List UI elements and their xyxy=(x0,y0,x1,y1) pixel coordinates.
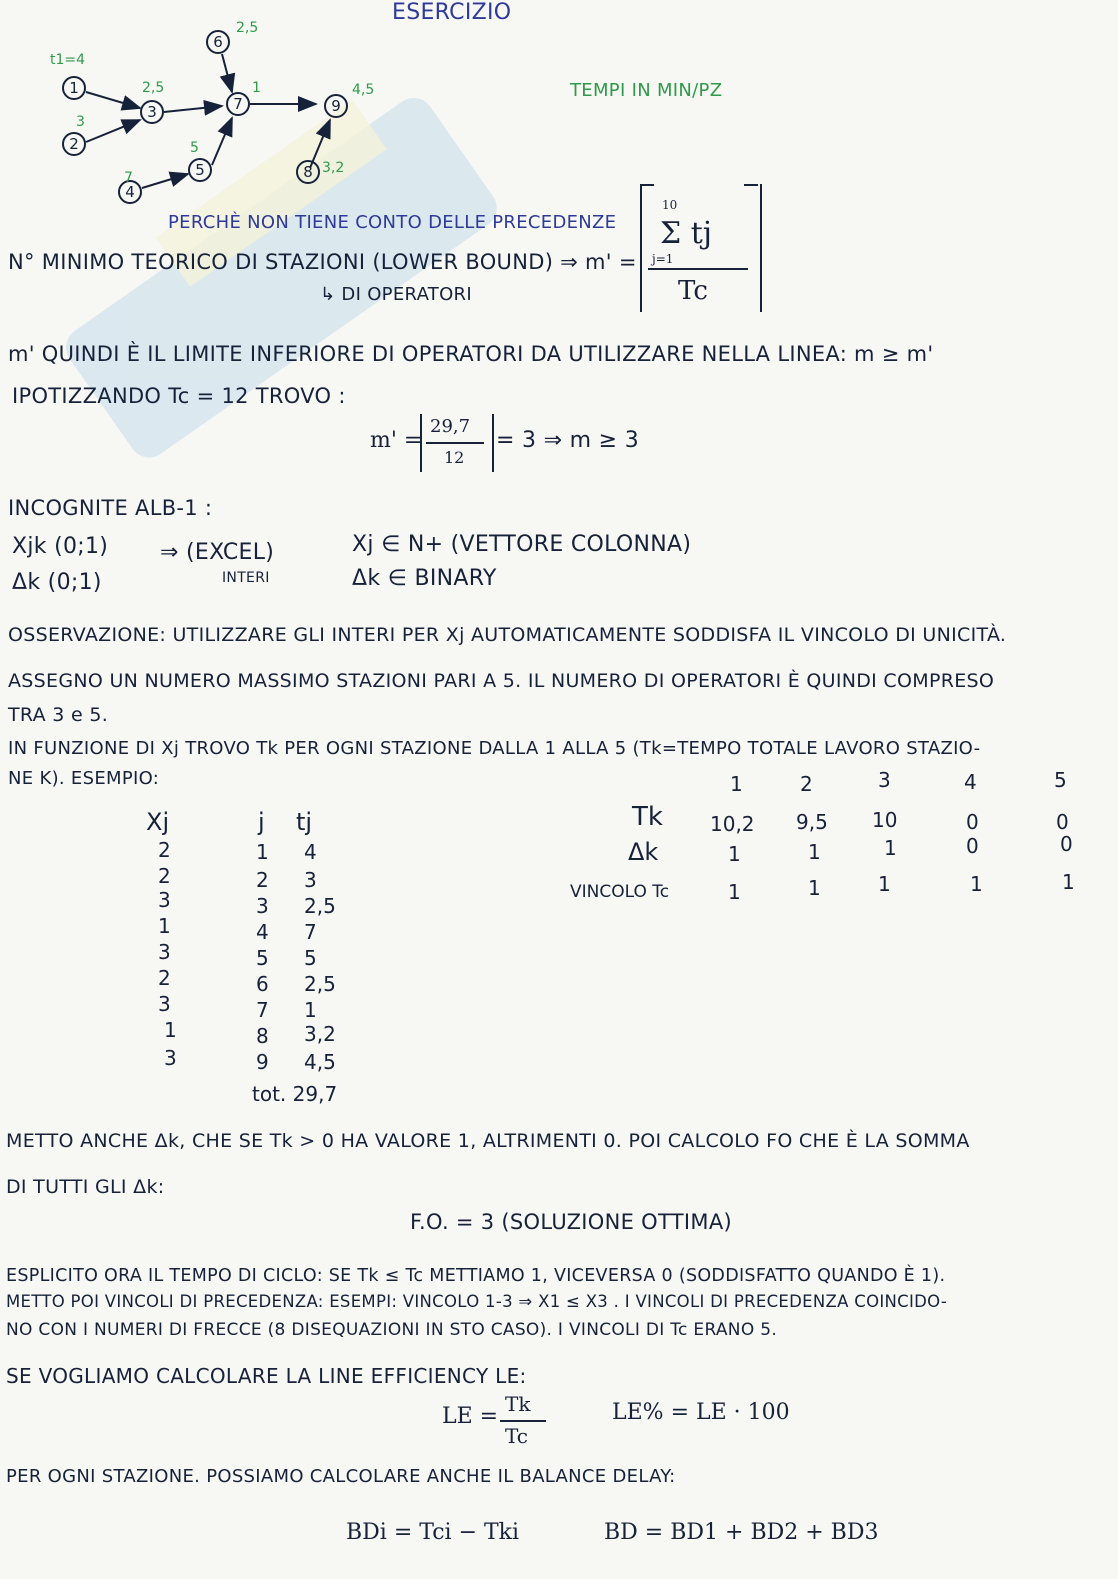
le-fraction-line xyxy=(500,1420,546,1422)
table-cell: 5 xyxy=(256,946,269,970)
funzione-line-2: NE K). ESEMPIO: xyxy=(8,768,160,789)
table-cell: 2,5 xyxy=(304,894,336,918)
bd-formula-1: BDi = Tci − Tki xyxy=(346,1520,520,1545)
station-col-header: 4 xyxy=(964,770,977,794)
le-label: LE = xyxy=(442,1404,499,1429)
table-cell: 3 xyxy=(158,940,171,964)
table-cell: 0 xyxy=(966,810,979,834)
table-cell: 0 xyxy=(966,834,979,858)
time-5: 5 xyxy=(190,140,199,156)
table-cell: 1 xyxy=(878,872,891,896)
table-cell: 0 xyxy=(1056,810,1069,834)
node-5: 5 xyxy=(195,161,205,179)
table-cell: 0 xyxy=(1060,832,1073,856)
bracket-tick-tr xyxy=(744,184,758,186)
formula-numerator: Σ tj xyxy=(660,216,713,251)
table-cell: 1 xyxy=(728,880,741,904)
station-col-header: 5 xyxy=(1054,768,1067,792)
m-prime-label: m' = xyxy=(370,428,423,453)
metto-line-2: DI TUTTI GLI Δk: xyxy=(6,1176,165,1198)
table-cell: 1 xyxy=(728,842,741,866)
table-cell: 1 xyxy=(1062,870,1075,894)
col-header-xj: Xj xyxy=(146,808,170,836)
node-1: 1 xyxy=(69,79,79,97)
table-cell: 8 xyxy=(256,1024,269,1048)
table-cell: 1 xyxy=(970,872,983,896)
incognita-delta: Δk (0;1) xyxy=(12,570,102,595)
station-col-header: 1 xyxy=(730,772,743,796)
col-header-tj: tj xyxy=(296,808,313,836)
formula-denominator: Tc xyxy=(678,276,708,306)
table-cell: 2 xyxy=(158,966,171,990)
row-label-dk: Δk xyxy=(628,838,659,866)
table-cell: 3 xyxy=(164,1046,177,1070)
precedence-graph xyxy=(40,20,460,220)
table-cell: 1 xyxy=(304,998,317,1022)
table-cell: 1 xyxy=(256,840,269,864)
bd-formula-2: BD = BD1 + BD2 + BD3 xyxy=(604,1520,879,1545)
table-cell: 3 xyxy=(158,888,171,912)
node-6: 6 xyxy=(213,33,223,51)
table-cell: 10,2 xyxy=(710,812,755,836)
sum-bottom: j=1 xyxy=(652,252,674,266)
bracket-tick-tl xyxy=(640,184,654,186)
para-ipotizzando: IPOTIZZANDO Tc = 12 TROVO : xyxy=(12,384,346,408)
node-7: 7 xyxy=(233,95,243,113)
metto-line-1: METTO ANCHE Δk, CHE SE Tk > 0 HA VALORE 1, ALTRIMENTI 0. POI CALCOLO FO CHE È LA SOMMA xyxy=(6,1130,970,1152)
node-4: 4 xyxy=(125,183,135,201)
esplicito-line-3: NO CON I NUMERI DI FRECCE (8 DISEQUAZIONI IN STO CASO). I VINCOLI DI Tc ERANO 5. xyxy=(6,1320,778,1340)
fo-result: F.O. = 3 (SOLUZIONE OTTIMA) xyxy=(410,1210,732,1234)
m-fraction-line xyxy=(426,442,484,444)
operatori-note: ↳ DI OPERATORI xyxy=(320,284,472,305)
note-precedenze: PERCHÈ NON TIENE CONTO DELLE PRECEDENZE xyxy=(168,212,617,233)
m-result: = 3 ⇒ m ≥ 3 xyxy=(496,428,639,453)
para-limite-inferiore: m' QUINDI È IL LIMITE INFERIORE DI OPERATORI DA UTILIZZARE NELLA LINEA: m ≥ m' xyxy=(8,342,934,366)
incognita-x: Xjk (0;1) xyxy=(12,534,109,559)
row-label-vincolo-tc: VINCOLO Tc xyxy=(570,882,670,902)
esplicito-line-2: METTO POI VINCOLI DI PRECEDENZA: ESEMPI: VINCOLO 1-3 ⇒ X1 ≤ X3 . I VINCOLI DI PRECEDENZA COINCIDO- xyxy=(6,1292,948,1311)
le-denominator: Tc xyxy=(505,1424,528,1448)
lower-bound-line: N° MINIMO TEORICO DI STAZIONI (LOWER BOUND) ⇒ m' = xyxy=(8,250,637,274)
table-cell: 6 xyxy=(256,972,269,996)
table-cell: 2 xyxy=(256,868,269,892)
time-7: 1 xyxy=(252,80,261,96)
interi-note: INTERI xyxy=(222,570,270,586)
dk-definition: Δk ∈ BINARY xyxy=(352,566,497,591)
tempi-note: TEMPI IN MIN/PZ xyxy=(570,80,723,101)
excel-note: ⇒ (EXCEL) xyxy=(160,540,275,565)
time-9: 4,5 xyxy=(352,82,375,98)
col-header-j: j xyxy=(258,808,265,836)
time-6: 2,5 xyxy=(236,20,259,36)
time-2: 3 xyxy=(76,114,85,130)
row-label-tk: Tk xyxy=(632,802,663,832)
table-cell: 9,5 xyxy=(796,810,828,834)
fraction-line xyxy=(648,268,748,270)
esplicito-line-1: ESPLICITO ORA IL TEMPO DI CICLO: SE Tk ≤ Tc METTIAMO 1, VICEVERSA 0 (SODDISFATTO QUANDO È 1). xyxy=(6,1266,946,1286)
station-col-header: 3 xyxy=(878,768,891,792)
per-ogni-line: PER OGNI STAZIONE. POSSIAMO CALCOLARE ANCHE IL BALANCE DELAY: xyxy=(6,1466,676,1487)
table-cell: 10 xyxy=(872,808,898,832)
incognite-title: INCOGNITE ALB-1 : xyxy=(8,496,213,520)
table-cell: 7 xyxy=(304,920,317,944)
table-cell: 3 xyxy=(256,894,269,918)
le-numerator: Tk xyxy=(505,1392,531,1416)
table-cell: 1 xyxy=(158,914,171,938)
station-col-header: 2 xyxy=(800,772,813,796)
table-total: tot. 29,7 xyxy=(252,1082,338,1106)
table-cell: 7 xyxy=(256,998,269,1022)
page-title: ESERCIZIO xyxy=(392,0,512,25)
sum-top: 10 xyxy=(662,198,678,212)
table-cell: 3 xyxy=(158,992,171,1016)
table-cell: 1 xyxy=(808,876,821,900)
table-cell: 3 xyxy=(304,868,317,892)
table-cell: 2 xyxy=(158,838,171,862)
le-percent: LE% = LE · 100 xyxy=(612,1400,790,1425)
time-3: 2,5 xyxy=(142,80,165,96)
node-9: 9 xyxy=(331,97,341,115)
time-1: t1=4 xyxy=(50,52,86,68)
node-8: 8 xyxy=(303,163,313,181)
table-cell: 9 xyxy=(256,1050,269,1074)
table-cell: 1 xyxy=(164,1018,177,1042)
node-3: 3 xyxy=(147,103,157,121)
table-cell: 1 xyxy=(884,836,897,860)
table-cell: 3,2 xyxy=(304,1022,336,1046)
funzione-line-1: IN FUNZIONE DI Xj TROVO Tk PER OGNI STAZIONE DALLA 1 ALLA 5 (Tk=TEMPO TOTALE LAVORO STAZIO- xyxy=(8,738,981,759)
assegno-line-2: TRA 3 e 5. xyxy=(8,704,109,726)
time-8: 3,2 xyxy=(322,160,345,176)
table-cell: 4 xyxy=(256,920,269,944)
osservazione: OSSERVAZIONE: UTILIZZARE GLI INTERI PER Xj AUTOMATICAMENTE SODDISFA IL VINCOLO DI UNICITÀ. xyxy=(8,624,1007,646)
table-cell: 4 xyxy=(304,840,317,864)
table-cell: 2,5 xyxy=(304,972,336,996)
le-line: SE VOGLIAMO CALCOLARE LA LINE EFFICIENCY LE: xyxy=(6,1364,527,1388)
assegno-line-1: ASSEGNO UN NUMERO MASSIMO STAZIONI PARI A 5. IL NUMERO DI OPERATORI È QUINDI COMPRESO xyxy=(8,670,995,692)
m-denominator: 12 xyxy=(444,448,465,467)
time-4: 7 xyxy=(124,170,133,186)
m-numerator: 29,7 xyxy=(430,416,471,437)
table-cell: 4,5 xyxy=(304,1050,336,1074)
table-cell: 2 xyxy=(158,864,171,888)
node-2: 2 xyxy=(69,135,79,153)
table-cell: 1 xyxy=(808,840,821,864)
xj-definition: Xj ∈ N+ (VETTORE COLONNA) xyxy=(352,532,692,557)
table-cell: 5 xyxy=(304,946,317,970)
